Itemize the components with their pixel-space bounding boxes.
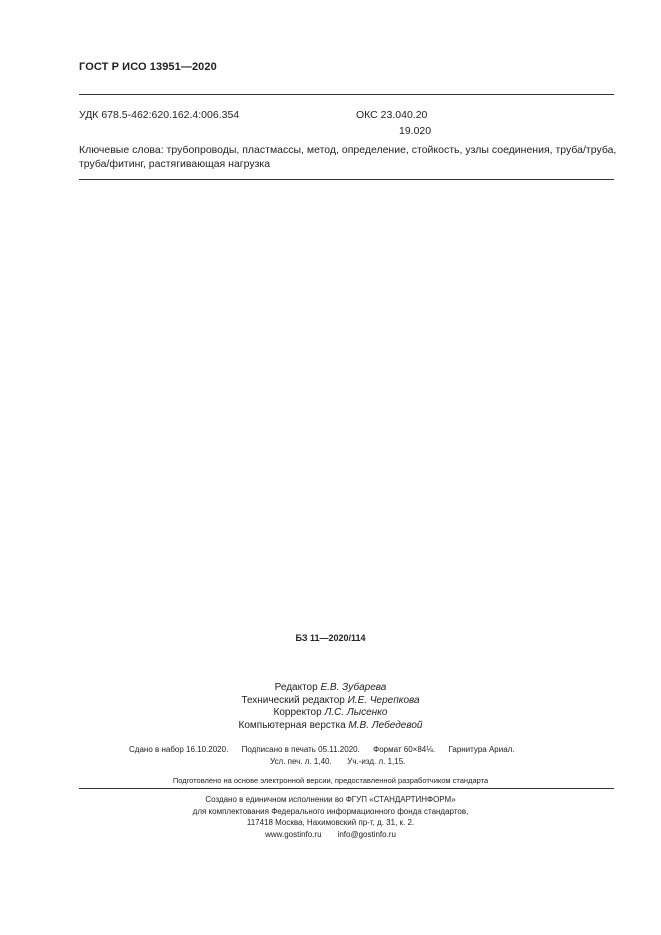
publisher-line1: Создано в единичном исполнении во ФГУП «СТАНДАРТИНФОРМ» bbox=[205, 795, 456, 804]
udk-code: УДК 678.5-462:620.162.4:006.354 bbox=[79, 109, 240, 121]
website-link[interactable]: www.gostinfo.ru bbox=[265, 829, 322, 839]
publisher-block bbox=[0, 794, 661, 840]
oks-code: ОКС 23.040.20 bbox=[356, 109, 428, 121]
credit-tech-editor: Технический редактор И.Е. Черепкова bbox=[241, 694, 420, 706]
prepared-note: Подготовлено на основе электронной версии, предоставленной разработчиком стандарта bbox=[172, 776, 489, 785]
top-divider bbox=[79, 94, 614, 95]
oks-code-secondary: 19.020 bbox=[399, 125, 432, 137]
keywords: Ключевые слова: трубопроводы, пластмассы, метод, определение, стойкость, узлы соединения, труба/труба, труба/фитинг, растягивающая нагрузка bbox=[79, 144, 617, 170]
publication-details-line1: Сдано в набор 16.10.2020. Подписано в печать 05.11.2020. Формат 60×84⅛. Гарнитура Ариал. bbox=[129, 745, 515, 754]
publication-details-line2: Усл. печ. л. 1,40. Уч.-изд. л. 1,15. bbox=[270, 757, 406, 766]
credit-editor: Редактор Е.В. Зубарева bbox=[274, 682, 387, 693]
credit-layout: Компьютерная верстка М.В. Лебедевой bbox=[238, 719, 423, 731]
credits-block bbox=[0, 682, 661, 732]
bz-number: БЗ 11—2020/114 bbox=[295, 633, 366, 643]
document-code: ГОСТ Р ИСО 13951—2020 bbox=[79, 61, 217, 73]
credit-corrector: Корректор Л.С. Лысенко bbox=[273, 707, 388, 718]
email-link[interactable]: info@gostinfo.ru bbox=[337, 829, 396, 839]
publisher-line2: для комплектования Федерального информационного фонда стандартов, bbox=[192, 806, 469, 816]
bottom-divider bbox=[79, 788, 614, 789]
publisher-contacts bbox=[0, 829, 661, 841]
keywords-divider bbox=[79, 179, 614, 180]
publisher-address: 117418 Москва, Нахимовский пр-т, д. 31, к. 2. bbox=[246, 818, 415, 827]
